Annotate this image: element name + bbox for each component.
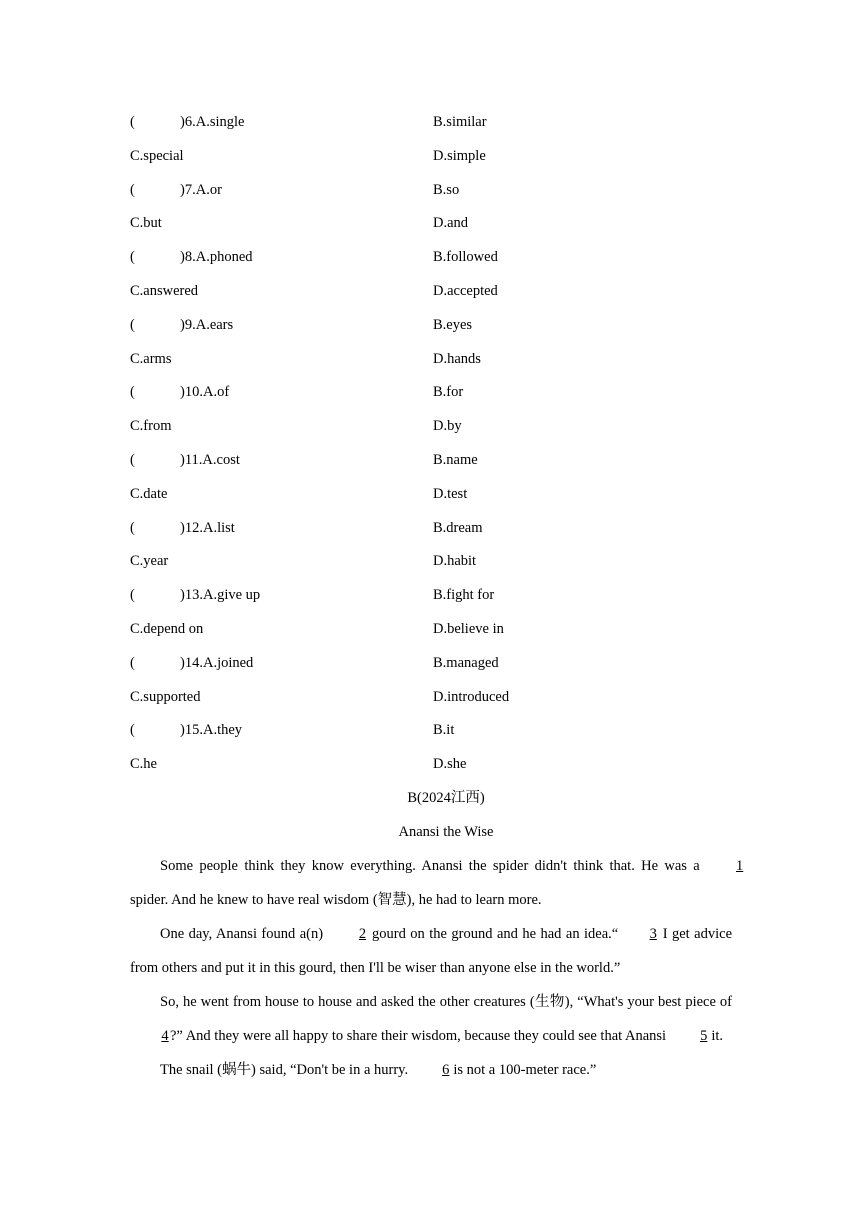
paragraph-3: So, he went from house to house and asked the other creatures (生物), “What's your best piece of 4?” And they were all happy to share their wisdom, because they could see that Anansi 5 it. — [130, 985, 732, 1053]
paragraph-1: Some people think they know everything. Anansi the spider didn't think that. He was a 1 spider. And he knew to have real wisdom (智慧), he had to learn more. — [130, 849, 732, 917]
answer-paren-open: ( — [130, 249, 135, 266]
question-row — [130, 450, 732, 470]
question-row — [130, 518, 732, 538]
option-b: B.it — [433, 722, 455, 739]
passage-body — [130, 849, 744, 1087]
option-a: 12.A.list — [184, 519, 235, 536]
option-a: 14.A.joined — [184, 654, 254, 671]
question-row — [130, 247, 732, 267]
question-row — [130, 112, 732, 132]
option-c: C.answered — [130, 283, 199, 299]
option-b: B.similar — [433, 114, 487, 130]
blank-3: 3 — [649, 926, 657, 942]
option-a: 7.A.or — [184, 181, 222, 198]
answer-paren-close: ) — [180, 654, 185, 671]
question-stem — [130, 382, 229, 402]
option-a: 15.A.they — [184, 722, 243, 739]
option-b: B.eyes — [433, 316, 473, 333]
option-b: B.fight for — [433, 587, 495, 604]
option-a: 9.A.ears — [184, 316, 234, 333]
paragraph-2: One day, Anansi found a(n) 2 gourd on the ground and he had an idea.“ 3 I get advice from others and put it in this gourd, then I'll be wiser than anyone else in the world.” — [130, 917, 732, 985]
blank-1: 1 — [736, 858, 744, 874]
option-a: 8.A.phoned — [184, 249, 253, 266]
answer-paren-open: ( — [130, 181, 135, 198]
question-stem — [130, 585, 260, 605]
question-row — [130, 585, 732, 605]
option-c: C.arms — [130, 350, 172, 367]
answer-paren-open: ( — [130, 519, 135, 536]
option-d: D.accepted — [433, 283, 498, 299]
option-c: C.from — [130, 418, 172, 435]
question-stem — [130, 112, 244, 132]
question-stem — [130, 450, 240, 470]
option-b: B.dream — [433, 519, 483, 536]
answer-paren-close: ) — [180, 249, 185, 266]
passage-title: Anansi the Wise — [398, 824, 494, 840]
answer-paren-close: ) — [180, 587, 185, 604]
question-row — [130, 687, 732, 707]
question-row — [130, 315, 732, 335]
question-row — [130, 180, 732, 200]
question-stem — [130, 518, 235, 538]
answer-paren-close: ) — [180, 181, 185, 198]
question-row — [130, 619, 732, 639]
blank-6: 6 — [442, 1062, 450, 1078]
option-c: C.depend on — [130, 621, 204, 637]
question-row — [130, 382, 732, 402]
answer-paren-open: ( — [130, 452, 135, 468]
option-d: D.by — [433, 418, 462, 435]
option-b: B.for — [433, 384, 464, 401]
option-c: C.he — [130, 756, 157, 773]
question-row — [130, 416, 732, 436]
option-a: 11.A.cost — [184, 452, 240, 468]
option-c: C.but — [130, 215, 162, 232]
question-row — [130, 146, 732, 166]
answer-paren-close: ) — [180, 452, 185, 468]
question-row — [130, 484, 732, 504]
answer-paren-close: ) — [180, 114, 185, 130]
option-b: B.name — [433, 452, 478, 468]
answer-paren-open: ( — [130, 114, 135, 130]
option-b: B.so — [433, 181, 460, 198]
option-c: C.date — [130, 485, 168, 502]
answer-paren-open: ( — [130, 316, 135, 333]
option-d: D.she — [433, 756, 467, 773]
answer-paren-close: ) — [180, 519, 185, 536]
option-c: C.year — [130, 553, 169, 570]
answer-paren-open: ( — [130, 722, 135, 739]
answer-paren-close: ) — [180, 722, 185, 739]
question-row — [130, 281, 732, 301]
answer-paren-open: ( — [130, 587, 135, 604]
answer-paren-close: ) — [180, 316, 185, 333]
option-c: C.supported — [130, 688, 201, 705]
section-label: B(2024江西) — [407, 790, 485, 806]
option-a: 6.A.single — [184, 114, 245, 130]
option-d: D.test — [433, 485, 468, 502]
question-row — [130, 720, 732, 740]
answer-paren-open: ( — [130, 654, 135, 671]
question-stem — [130, 315, 233, 335]
answer-paren-close: ) — [180, 384, 185, 401]
option-d: D.hands — [433, 350, 481, 367]
question-row — [130, 653, 732, 673]
option-d: D.and — [433, 215, 469, 232]
blank-5: 5 — [700, 1028, 708, 1044]
blank-4: 4 — [161, 1028, 169, 1044]
option-b: B.managed — [433, 654, 499, 671]
option-c: C.special — [130, 147, 184, 164]
blank-2: 2 — [358, 926, 367, 942]
question-row — [130, 551, 732, 571]
answer-paren-open: ( — [130, 384, 135, 401]
option-d: D.habit — [433, 553, 477, 570]
option-d: D.introduced — [433, 688, 510, 705]
question-stem — [130, 247, 253, 267]
question-row — [130, 213, 732, 233]
question-stem — [130, 720, 242, 740]
paragraph-4: The snail (蜗牛) said, “Don't be in a hurry. 6 is not a 100-meter race.” — [130, 1053, 732, 1087]
question-row — [130, 349, 732, 369]
option-d: D.simple — [433, 147, 486, 164]
option-b: B.followed — [433, 249, 498, 266]
question-row — [130, 754, 732, 774]
option-a: 13.A.give up — [184, 587, 261, 604]
option-d: D.believe in — [433, 621, 504, 637]
question-stem — [130, 180, 222, 200]
question-stem — [130, 653, 253, 673]
option-a: 10.A.of — [184, 384, 230, 401]
